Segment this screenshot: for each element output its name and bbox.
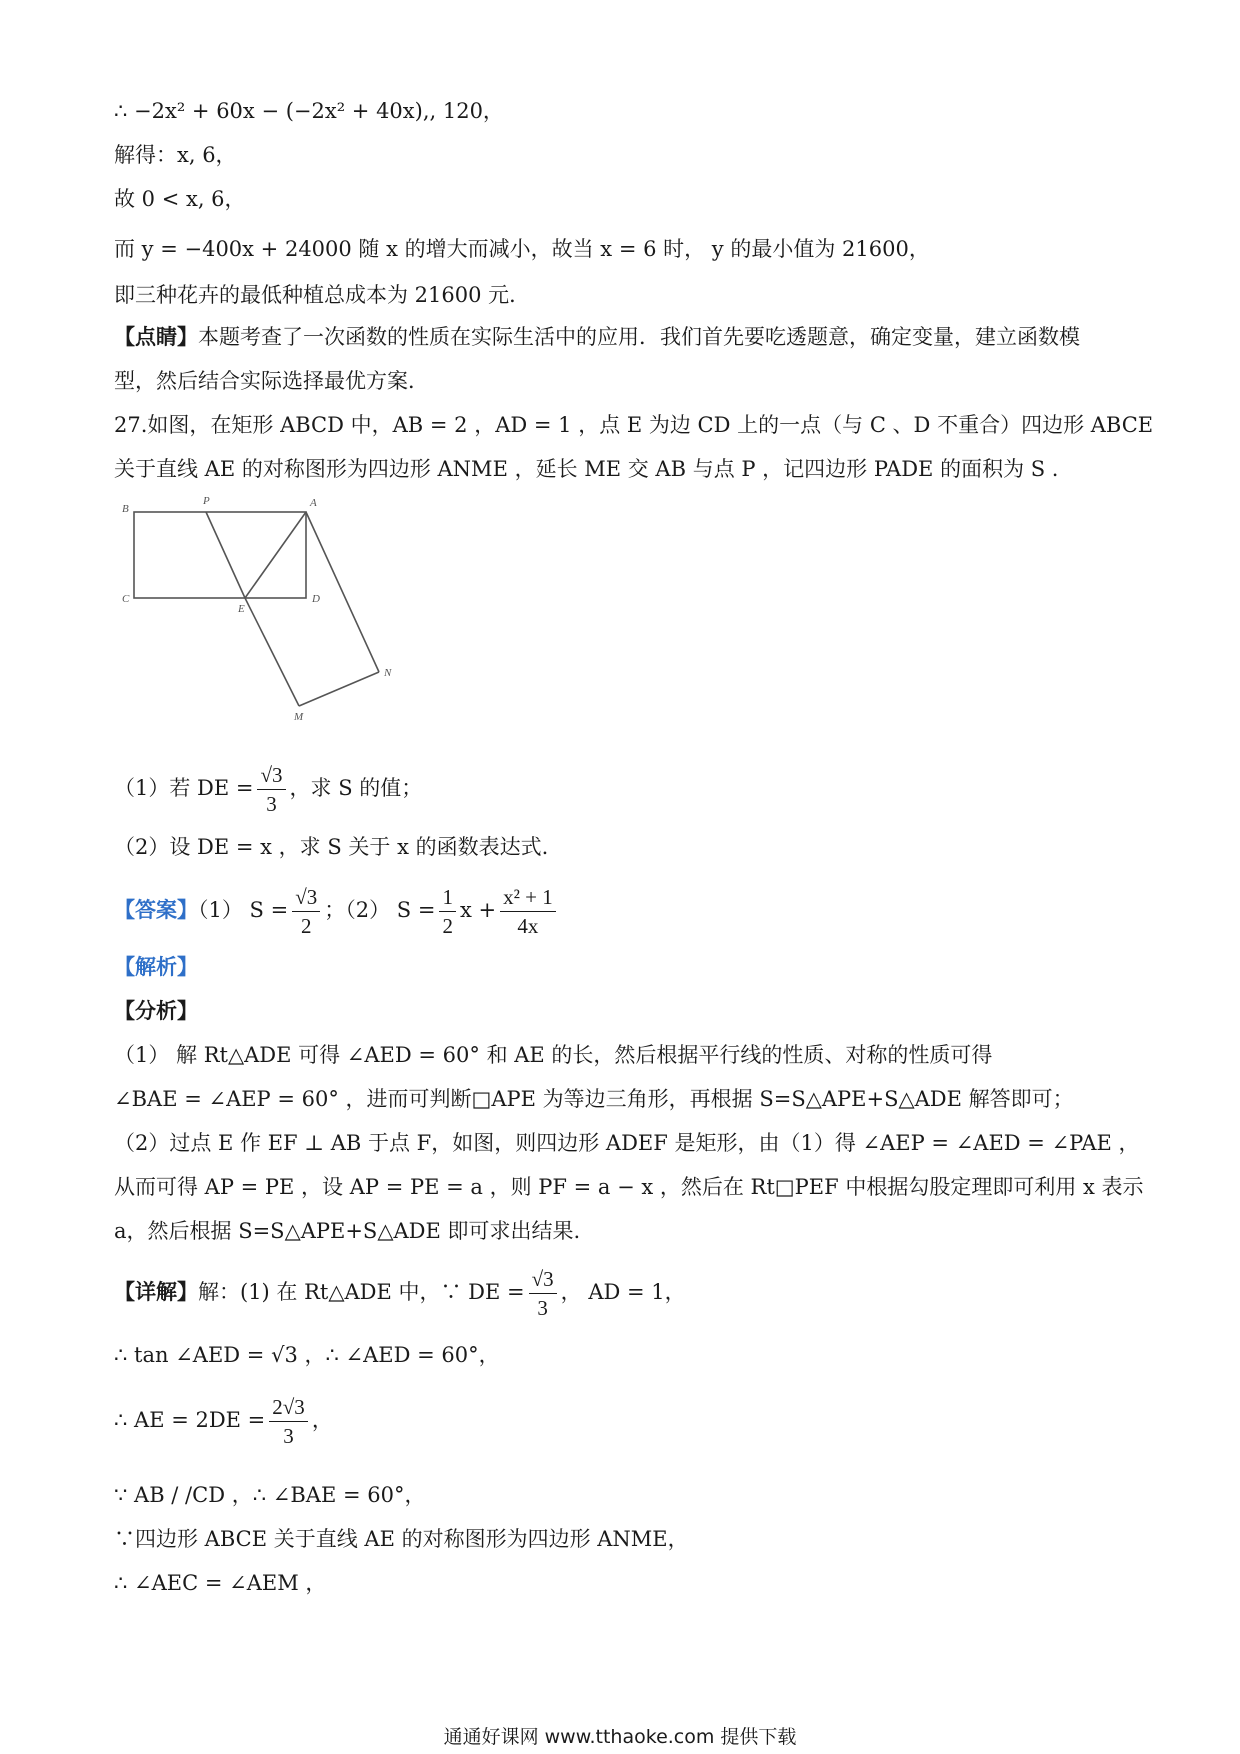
problem-line-2: 关于直线 AE 的对称图形为四边形 ANME ，延长 ME 交 AB 与点 P ，记四边形 PADE 的面积为 S . [114,457,1059,481]
a2b-den: 4x [517,914,539,938]
detail-line-1 [114,1262,686,1322]
solution-line-3: 故 0 < x, 6， [114,187,246,211]
answer-p2: ；（2） S = [324,898,436,922]
d3-num: 2√3 [269,1393,308,1422]
analysis-tag: 【解析】 [114,954,198,979]
segment-em [245,598,299,706]
a2b-num: x² + 1 [500,883,556,912]
detail-3-suffix: ， [311,1408,333,1432]
question-1 [114,760,422,818]
detail-line-3 [114,1390,333,1450]
label-d: D [312,593,320,605]
q1-num: √3 [257,761,285,790]
d1-den: 3 [537,1296,548,1320]
answer-2a-fraction [439,883,456,940]
answer-mid: x + [459,898,497,922]
label-b: B [122,503,129,515]
answer-2b-fraction [500,883,556,940]
detail-line-6: ∴ ∠AEC = ∠AEM ， [114,1571,327,1595]
d1-num: √3 [529,1265,557,1294]
solution-line-2: 解得：x, 6， [114,143,237,167]
comment-line-1 [114,322,1080,352]
q1-prefix: （1）若 DE = [114,776,254,800]
analysis-line-5: a，然后根据 S=S△APE+S△ADE 即可求出结果. [114,1219,581,1243]
analysis-line-4: 从而可得 AP = PE ，设 AP = PE = a ，则 PF = a − x ，然后在 Rt□PEF 中根据勾股定理即可利用 x 表示 [114,1175,1144,1199]
detail-line-4: ∵ AB / /CD ，∴ ∠BAE = 60°， [114,1483,426,1507]
question-2: （2）设 DE = x ，求 S 关于 x 的函数表达式. [114,835,549,859]
label-n: N [384,667,392,679]
comment-line-2: 型，然后结合实际选择最优方案． [114,369,429,393]
q1-fraction [257,761,285,818]
detail-line-5: ∵四边形 ABCE 关于直线 AE 的对称图形为四边形 ANME， [114,1527,689,1551]
answer-tag: 【答案】 [114,897,198,922]
q1-suffix: ，求 S 的值； [289,776,423,800]
rectangle-abcd [134,512,306,598]
geometry-diagram [114,494,414,734]
detail-1-prefix: 解：(1) 在 Rt△ADE 中，∵ DE = [198,1280,525,1304]
a2a-num: 1 [439,883,456,912]
solution-line-1: ∴ −2x² + 60x − (−2x² + 40x),, 120， [114,99,504,123]
answer-line [114,880,560,940]
detail-tag: 【详解】 [114,1279,198,1304]
analysis-line-1: （1） 解 Rt△ADE 可得 ∠AED = 60° 和 AE 的长，然后根据平行线的性质、对称的性质可得 [114,1043,993,1067]
problem-line-1: 27.如图，在矩形 ABCD 中，AB = 2 ，AD = 1 ，点 E 为边 CD 上的一点（与 C 、D 不重合）四边形 ABCE [114,413,1154,437]
label-e: E [238,603,245,615]
answer-1-fraction [292,883,320,940]
segment-ae [245,512,306,598]
detail-3-prefix: ∴ AE = 2DE = [114,1408,266,1432]
q1-den: 3 [266,792,277,816]
detail-1-fraction [529,1265,557,1322]
solution-line-4: 而 y = −400x + 24000 随 x 的增大而减小，故当 x = 6 时， y 的最小值为 21600， [114,237,930,261]
segment-pe [206,512,245,598]
detail-line-2: ∴ tan ∠AED = √3 ，∴ ∠AED = 60°， [114,1343,500,1367]
a1-den: 2 [300,914,312,938]
segment-an [306,512,379,672]
analysis-line-3: （2）过点 E 作 EF ⊥ AB 于点 F，如图，则四边形 ADEF 是矩形，由（1）得 ∠AEP = ∠AED = ∠PAE ， [114,1131,1140,1155]
label-p: P [203,495,210,507]
detail-1-suffix: ， AD = 1， [560,1280,686,1304]
detail-3-fraction [269,1393,308,1450]
a1-num: √3 [292,883,320,912]
segment-mn [299,672,379,706]
analysis-line-2: ∠BAE = ∠AEP = 60° ，进而可判断□APE 为等边三角形，再根据 S=S△APE+S△ADE 解答即可； [114,1087,1074,1111]
label-c: C [122,593,130,605]
page-footer: 通通好课网 www.tthaoke.com 提供下载 [443,1726,797,1748]
d3-den: 3 [283,1424,294,1448]
comment-text-1: 本题考查了一次函数的性质在实际生活中的应用．我们首先要吃透题意，确定变量，建立函数模 [198,325,1080,349]
comment-tag: 【点睛】 [114,324,198,349]
label-m: M [294,711,304,723]
label-a: A [310,497,317,509]
solution-line-5: 即三种花卉的最低种植总成本为 21600 元． [114,283,531,307]
analysis-subtag: 【分析】 [114,998,198,1023]
a2a-den: 2 [442,914,453,938]
answer-p1: （1） S = [198,898,289,922]
